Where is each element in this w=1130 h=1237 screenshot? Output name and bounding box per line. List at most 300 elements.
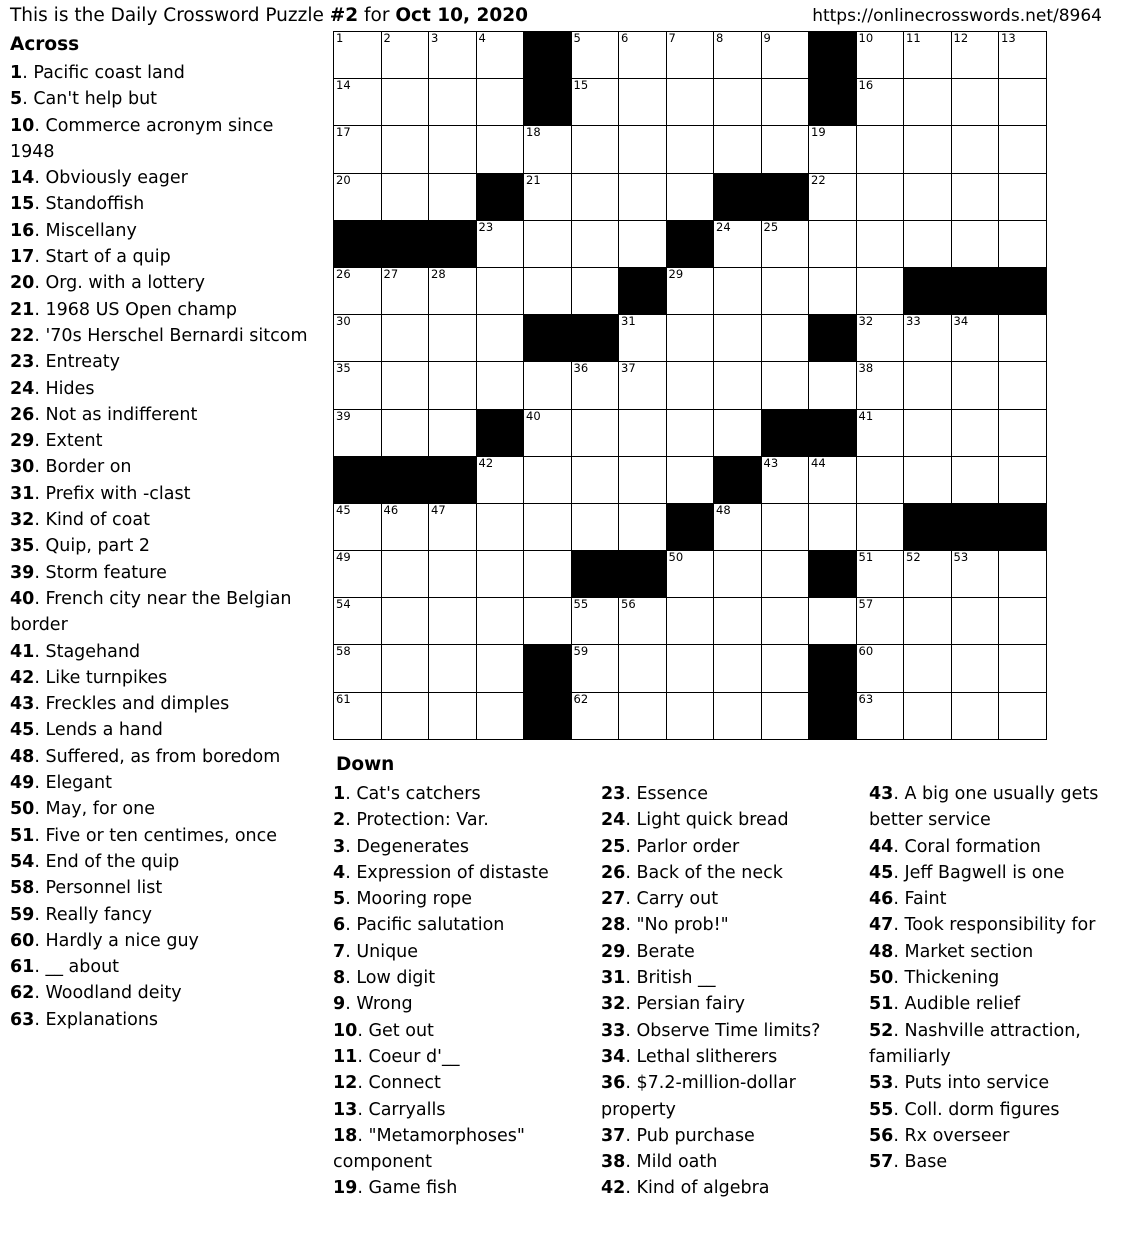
grid-cell[interactable] bbox=[334, 598, 382, 645]
down-clues-section bbox=[333, 752, 1123, 1202]
grid-cell[interactable] bbox=[856, 692, 904, 739]
grid-cell[interactable] bbox=[429, 598, 477, 645]
grid-cell-number: 45 bbox=[336, 502, 351, 517]
grid-cell[interactable] bbox=[524, 456, 572, 503]
grid-cell[interactable] bbox=[904, 598, 952, 645]
grid-cell[interactable] bbox=[999, 126, 1047, 173]
grid-cell[interactable] bbox=[381, 551, 429, 598]
grid-cell-number: 38 bbox=[858, 361, 874, 376]
clue-item bbox=[333, 991, 593, 1017]
grid-cell[interactable] bbox=[476, 267, 524, 314]
grid-cell[interactable] bbox=[571, 503, 619, 550]
grid-cell[interactable] bbox=[666, 126, 714, 173]
grid-cell[interactable] bbox=[951, 362, 999, 409]
grid-cell[interactable] bbox=[334, 362, 382, 409]
grid-cell-number: 26 bbox=[336, 266, 351, 281]
grid-cell[interactable] bbox=[666, 267, 714, 314]
grid-cell[interactable] bbox=[809, 362, 857, 409]
grid-cell[interactable] bbox=[524, 173, 572, 220]
clue-item bbox=[601, 1149, 861, 1175]
clue-number: 42 bbox=[601, 1178, 626, 1199]
grid-cell[interactable] bbox=[856, 267, 904, 314]
clue-text: . Rx overseer bbox=[893, 1125, 1010, 1146]
clue-item bbox=[601, 886, 861, 912]
clue-text: . Audible relief bbox=[893, 994, 1021, 1015]
grid-cell[interactable] bbox=[856, 598, 904, 645]
grid-cell[interactable] bbox=[714, 267, 762, 314]
grid-cell[interactable] bbox=[714, 315, 762, 362]
grid-cell[interactable] bbox=[476, 456, 524, 503]
grid-cell[interactable] bbox=[761, 220, 809, 267]
grid-cell[interactable] bbox=[714, 551, 762, 598]
clue-number: 25 bbox=[601, 836, 626, 857]
clue-item bbox=[333, 781, 593, 807]
grid-cell[interactable] bbox=[951, 456, 999, 503]
grid-cell[interactable] bbox=[809, 456, 857, 503]
clue-number: 38 bbox=[601, 1152, 626, 1173]
grid-cell-number: 35 bbox=[336, 361, 351, 376]
grid-cell[interactable] bbox=[571, 692, 619, 739]
clue-text: . Persian fairy bbox=[625, 994, 746, 1015]
grid-cell[interactable] bbox=[809, 220, 857, 267]
clue-text: . Pacific salutation bbox=[345, 915, 505, 936]
grid-cell[interactable] bbox=[856, 551, 904, 598]
grid-cell[interactable] bbox=[476, 692, 524, 739]
clue-item bbox=[333, 965, 593, 991]
clue-number: 51 bbox=[10, 825, 35, 846]
grid-cell[interactable] bbox=[809, 598, 857, 645]
grid-cell[interactable] bbox=[381, 126, 429, 173]
grid-cell[interactable] bbox=[619, 32, 667, 79]
grid-cell[interactable] bbox=[381, 362, 429, 409]
grid-cell[interactable] bbox=[476, 32, 524, 79]
grid-cell[interactable] bbox=[571, 220, 619, 267]
grid-cell[interactable] bbox=[999, 173, 1047, 220]
clue-item bbox=[10, 454, 322, 480]
grid-cell[interactable] bbox=[856, 79, 904, 126]
grid-cell[interactable] bbox=[999, 456, 1047, 503]
grid-cell[interactable] bbox=[381, 645, 429, 692]
grid-block-cell bbox=[809, 551, 857, 598]
grid-cell[interactable] bbox=[381, 315, 429, 362]
clue-text: . Observe Time limits? bbox=[625, 1020, 821, 1041]
across-clue-list bbox=[10, 60, 322, 1033]
grid-cell[interactable] bbox=[714, 126, 762, 173]
grid-cell[interactable] bbox=[761, 551, 809, 598]
clue-item bbox=[10, 481, 322, 507]
grid-cell[interactable] bbox=[904, 692, 952, 739]
grid-cell-number: 10 bbox=[858, 31, 874, 45]
grid-cell[interactable] bbox=[429, 32, 477, 79]
grid-cell[interactable] bbox=[381, 79, 429, 126]
down-clues-column-3 bbox=[869, 781, 1123, 1202]
grid-cell[interactable] bbox=[381, 409, 429, 456]
grid-cell[interactable] bbox=[334, 692, 382, 739]
clue-number: 19 bbox=[333, 1178, 358, 1199]
grid-cell[interactable] bbox=[714, 645, 762, 692]
grid-cell[interactable] bbox=[809, 267, 857, 314]
clue-number: 45 bbox=[10, 720, 35, 741]
clue-number: 26 bbox=[10, 404, 35, 425]
grid-cell[interactable] bbox=[334, 173, 382, 220]
clue-number: 18 bbox=[333, 1125, 358, 1146]
grid-cell[interactable] bbox=[904, 456, 952, 503]
grid-cell-number: 16 bbox=[858, 78, 874, 93]
clue-text: . Kind of coat bbox=[34, 510, 150, 531]
grid-block-cell bbox=[951, 267, 999, 314]
grid-cell[interactable] bbox=[429, 126, 477, 173]
clue-number: 23 bbox=[601, 784, 626, 804]
clue-item bbox=[601, 912, 861, 938]
grid-block-cell bbox=[809, 32, 857, 79]
grid-cell[interactable] bbox=[999, 315, 1047, 362]
clue-item bbox=[10, 376, 322, 402]
grid-cell[interactable] bbox=[856, 456, 904, 503]
clue-number: 50 bbox=[10, 799, 35, 820]
grid-cell[interactable] bbox=[666, 456, 714, 503]
grid-cell[interactable] bbox=[904, 32, 952, 79]
grid-cell[interactable] bbox=[714, 409, 762, 456]
grid-cell[interactable] bbox=[429, 362, 477, 409]
grid-block-cell bbox=[381, 456, 429, 503]
clue-item bbox=[601, 1070, 861, 1123]
grid-cell[interactable] bbox=[856, 315, 904, 362]
grid-cell[interactable] bbox=[571, 598, 619, 645]
grid-cell[interactable] bbox=[476, 315, 524, 362]
grid-cell[interactable] bbox=[476, 551, 524, 598]
grid-cell[interactable] bbox=[666, 173, 714, 220]
clue-text: . Lends a hand bbox=[34, 720, 163, 741]
clue-item bbox=[10, 60, 322, 86]
grid-cell[interactable] bbox=[714, 692, 762, 739]
clue-number: 53 bbox=[869, 1073, 894, 1094]
clue-item bbox=[10, 165, 322, 191]
grid-cell[interactable] bbox=[619, 456, 667, 503]
grid-cell[interactable] bbox=[714, 220, 762, 267]
clue-text: . Miscellany bbox=[34, 220, 137, 241]
clue-text: . Base bbox=[893, 1152, 948, 1173]
grid-cell[interactable] bbox=[761, 692, 809, 739]
grid-cell[interactable] bbox=[951, 551, 999, 598]
grid-cell[interactable] bbox=[476, 645, 524, 692]
grid-cell-number: 48 bbox=[716, 502, 731, 517]
grid-cell[interactable] bbox=[856, 645, 904, 692]
grid-cell-number: 30 bbox=[336, 314, 351, 329]
grid-row bbox=[334, 32, 1047, 79]
grid-cell[interactable] bbox=[999, 692, 1047, 739]
clue-text: . Faint bbox=[893, 889, 947, 910]
clue-text: . Entreaty bbox=[34, 352, 121, 373]
clue-number: 31 bbox=[10, 483, 35, 504]
grid-cell[interactable] bbox=[999, 362, 1047, 409]
grid-cell[interactable] bbox=[381, 692, 429, 739]
clue-item bbox=[10, 875, 322, 901]
clue-text: . Parlor order bbox=[625, 836, 740, 857]
grid-cell[interactable] bbox=[666, 692, 714, 739]
grid-cell[interactable] bbox=[476, 220, 524, 267]
grid-cell-number: 28 bbox=[431, 266, 446, 281]
grid-cell-number: 49 bbox=[336, 550, 351, 565]
grid-cell[interactable] bbox=[429, 551, 477, 598]
grid-cell[interactable] bbox=[761, 126, 809, 173]
grid-cell[interactable] bbox=[761, 362, 809, 409]
grid-cell[interactable] bbox=[571, 362, 619, 409]
grid-cell[interactable] bbox=[761, 598, 809, 645]
grid-cell[interactable] bbox=[524, 598, 572, 645]
grid-cell[interactable] bbox=[524, 409, 572, 456]
grid-cell[interactable] bbox=[666, 32, 714, 79]
grid-cell[interactable] bbox=[619, 503, 667, 550]
grid-cell[interactable] bbox=[571, 173, 619, 220]
clue-item bbox=[10, 402, 322, 428]
clue-item bbox=[869, 860, 1115, 886]
grid-block-cell bbox=[809, 315, 857, 362]
grid-cell[interactable] bbox=[666, 79, 714, 126]
grid-table[interactable] bbox=[333, 31, 1047, 740]
grid-cell[interactable] bbox=[619, 220, 667, 267]
grid-cell[interactable] bbox=[619, 173, 667, 220]
grid-cell[interactable] bbox=[334, 267, 382, 314]
grid-cell[interactable] bbox=[904, 220, 952, 267]
grid-cell[interactable] bbox=[951, 315, 999, 362]
grid-cell[interactable] bbox=[619, 645, 667, 692]
clue-item bbox=[869, 1070, 1115, 1096]
grid-cell[interactable] bbox=[524, 503, 572, 550]
grid-cell[interactable] bbox=[761, 315, 809, 362]
grid-cell[interactable] bbox=[619, 362, 667, 409]
grid-cell[interactable] bbox=[524, 267, 572, 314]
grid-cell[interactable] bbox=[856, 173, 904, 220]
grid-cell[interactable] bbox=[666, 362, 714, 409]
grid-cell[interactable] bbox=[761, 645, 809, 692]
source-url[interactable]: https://onlinecrosswords.net/8964 bbox=[812, 6, 1102, 26]
clue-text: . Mild oath bbox=[625, 1152, 718, 1173]
grid-block-cell bbox=[571, 551, 619, 598]
grid-cell[interactable] bbox=[904, 173, 952, 220]
grid-cell-number: 59 bbox=[573, 644, 589, 659]
grid-cell[interactable] bbox=[904, 315, 952, 362]
grid-cell[interactable] bbox=[999, 551, 1047, 598]
grid-cell[interactable] bbox=[571, 267, 619, 314]
clue-text: . Storm feature bbox=[34, 562, 167, 583]
grid-cell[interactable] bbox=[571, 79, 619, 126]
grid-cell[interactable] bbox=[429, 267, 477, 314]
grid-cell[interactable] bbox=[714, 503, 762, 550]
grid-cell[interactable] bbox=[381, 598, 429, 645]
grid-cell[interactable] bbox=[999, 32, 1047, 79]
grid-cell[interactable] bbox=[999, 645, 1047, 692]
grid-cell[interactable] bbox=[619, 79, 667, 126]
grid-cell[interactable] bbox=[476, 598, 524, 645]
grid-cell[interactable] bbox=[951, 598, 999, 645]
clue-number: 61 bbox=[10, 957, 35, 978]
grid-cell[interactable] bbox=[904, 409, 952, 456]
grid-cell[interactable] bbox=[999, 220, 1047, 267]
grid-cell[interactable] bbox=[429, 315, 477, 362]
grid-cell-number: 62 bbox=[573, 691, 589, 706]
grid-cell[interactable] bbox=[999, 409, 1047, 456]
grid-cell[interactable] bbox=[334, 551, 382, 598]
grid-cell[interactable] bbox=[476, 79, 524, 126]
grid-cell[interactable] bbox=[714, 362, 762, 409]
grid-cell[interactable] bbox=[476, 126, 524, 173]
grid-cell[interactable] bbox=[666, 598, 714, 645]
grid-block-cell bbox=[619, 551, 667, 598]
grid-cell[interactable] bbox=[476, 503, 524, 550]
grid-cell[interactable] bbox=[809, 173, 857, 220]
grid-cell[interactable] bbox=[571, 645, 619, 692]
grid-cell[interactable] bbox=[429, 503, 477, 550]
grid-cell[interactable] bbox=[571, 126, 619, 173]
grid-cell[interactable] bbox=[999, 79, 1047, 126]
clue-item bbox=[601, 965, 861, 991]
grid-cell[interactable] bbox=[619, 315, 667, 362]
grid-block-cell bbox=[524, 32, 572, 79]
puzzle-date: Oct 10, 2020 bbox=[395, 5, 528, 26]
grid-cell[interactable] bbox=[524, 362, 572, 409]
grid-cell[interactable] bbox=[666, 315, 714, 362]
grid-cell[interactable] bbox=[334, 32, 382, 79]
grid-cell[interactable] bbox=[571, 32, 619, 79]
grid-row bbox=[334, 456, 1047, 503]
clue-item bbox=[601, 807, 861, 833]
grid-cell[interactable] bbox=[334, 645, 382, 692]
grid-cell[interactable] bbox=[381, 32, 429, 79]
grid-cell[interactable] bbox=[334, 409, 382, 456]
grid-cell[interactable] bbox=[856, 362, 904, 409]
grid-cell[interactable] bbox=[381, 503, 429, 550]
grid-cell[interactable] bbox=[334, 315, 382, 362]
grid-cell[interactable] bbox=[334, 126, 382, 173]
grid-cell[interactable] bbox=[951, 409, 999, 456]
grid-cell[interactable] bbox=[951, 173, 999, 220]
grid-cell[interactable] bbox=[951, 32, 999, 79]
grid-cell[interactable] bbox=[476, 362, 524, 409]
grid-block-cell bbox=[809, 692, 857, 739]
grid-cell[interactable] bbox=[761, 32, 809, 79]
clue-text: . Coll. dorm figures bbox=[893, 1099, 1060, 1120]
clue-text: . Commerce acronym since 1948 bbox=[10, 115, 274, 162]
grid-cell[interactable] bbox=[761, 456, 809, 503]
clue-text: . Freckles and dimples bbox=[34, 694, 230, 715]
grid-cell[interactable] bbox=[761, 503, 809, 550]
grid-cell[interactable] bbox=[904, 645, 952, 692]
crossword-grid[interactable] bbox=[333, 31, 1047, 740]
clue-text: . Get out bbox=[357, 1020, 434, 1041]
grid-cell[interactable] bbox=[951, 692, 999, 739]
grid-row bbox=[334, 692, 1047, 739]
grid-cell[interactable] bbox=[666, 409, 714, 456]
grid-cell[interactable] bbox=[571, 456, 619, 503]
grid-cell[interactable] bbox=[334, 503, 382, 550]
grid-cell[interactable] bbox=[429, 173, 477, 220]
grid-cell[interactable] bbox=[524, 126, 572, 173]
grid-cell[interactable] bbox=[951, 645, 999, 692]
grid-cell-number: 51 bbox=[858, 550, 874, 565]
grid-cell[interactable] bbox=[619, 598, 667, 645]
clue-number: 45 bbox=[869, 862, 894, 883]
grid-cell[interactable] bbox=[904, 126, 952, 173]
clue-item bbox=[333, 912, 593, 938]
clue-number: 11 bbox=[333, 1046, 358, 1067]
clue-item bbox=[10, 533, 322, 559]
grid-cell[interactable] bbox=[429, 645, 477, 692]
grid-cell[interactable] bbox=[951, 126, 999, 173]
clue-text: . French city near the Belgian border bbox=[10, 588, 292, 636]
clue-item bbox=[10, 218, 322, 244]
grid-cell[interactable] bbox=[904, 79, 952, 126]
clue-text: . Wrong bbox=[345, 994, 413, 1015]
grid-cell[interactable] bbox=[381, 267, 429, 314]
grid-cell[interactable] bbox=[619, 126, 667, 173]
clue-number: 32 bbox=[10, 510, 35, 531]
grid-cell[interactable] bbox=[571, 409, 619, 456]
grid-cell[interactable] bbox=[524, 551, 572, 598]
clue-item bbox=[10, 980, 322, 1006]
grid-cell-number: 8 bbox=[716, 31, 724, 45]
grid-block-cell bbox=[666, 220, 714, 267]
grid-cell[interactable] bbox=[999, 598, 1047, 645]
grid-cell[interactable] bbox=[714, 79, 762, 126]
grid-cell-number: 18 bbox=[526, 125, 541, 140]
clue-item bbox=[869, 1149, 1115, 1175]
grid-cell[interactable] bbox=[856, 32, 904, 79]
grid-block-cell bbox=[999, 267, 1047, 314]
grid-cell[interactable] bbox=[666, 645, 714, 692]
clue-text: . Thickening bbox=[893, 968, 1000, 989]
grid-cell[interactable] bbox=[761, 267, 809, 314]
grid-cell[interactable] bbox=[714, 32, 762, 79]
clue-number: 4 bbox=[333, 862, 346, 883]
clue-number: 10 bbox=[333, 1020, 358, 1041]
grid-block-cell bbox=[761, 173, 809, 220]
title-text-middle: for bbox=[358, 5, 396, 26]
down-heading: Down bbox=[336, 754, 395, 775]
across-clues-column bbox=[10, 32, 322, 1033]
grid-cell[interactable] bbox=[856, 126, 904, 173]
clue-item bbox=[333, 1070, 593, 1096]
grid-cell[interactable] bbox=[429, 409, 477, 456]
grid-cell[interactable] bbox=[381, 173, 429, 220]
grid-cell[interactable] bbox=[951, 220, 999, 267]
grid-cell[interactable] bbox=[524, 220, 572, 267]
grid-cell[interactable] bbox=[856, 503, 904, 550]
grid-cell[interactable] bbox=[809, 126, 857, 173]
clue-number: 23 bbox=[10, 352, 35, 373]
grid-cell[interactable] bbox=[714, 598, 762, 645]
clue-text: . Protection: Var. bbox=[345, 810, 489, 831]
grid-cell[interactable] bbox=[904, 551, 952, 598]
grid-cell[interactable] bbox=[619, 692, 667, 739]
clue-number: 16 bbox=[10, 220, 35, 241]
grid-cell[interactable] bbox=[809, 503, 857, 550]
grid-cell[interactable] bbox=[429, 692, 477, 739]
grid-row bbox=[334, 598, 1047, 645]
grid-cell[interactable] bbox=[951, 79, 999, 126]
grid-cell[interactable] bbox=[904, 362, 952, 409]
grid-cell[interactable] bbox=[761, 79, 809, 126]
grid-cell[interactable] bbox=[619, 409, 667, 456]
grid-cell[interactable] bbox=[856, 409, 904, 456]
grid-cell[interactable] bbox=[429, 79, 477, 126]
clue-item bbox=[601, 1044, 861, 1070]
clue-text: . Woodland deity bbox=[34, 983, 182, 1004]
grid-cell[interactable] bbox=[334, 79, 382, 126]
grid-cell[interactable] bbox=[856, 220, 904, 267]
clue-number: 1 bbox=[10, 63, 23, 83]
grid-cell[interactable] bbox=[666, 551, 714, 598]
clue-item bbox=[601, 991, 861, 1017]
